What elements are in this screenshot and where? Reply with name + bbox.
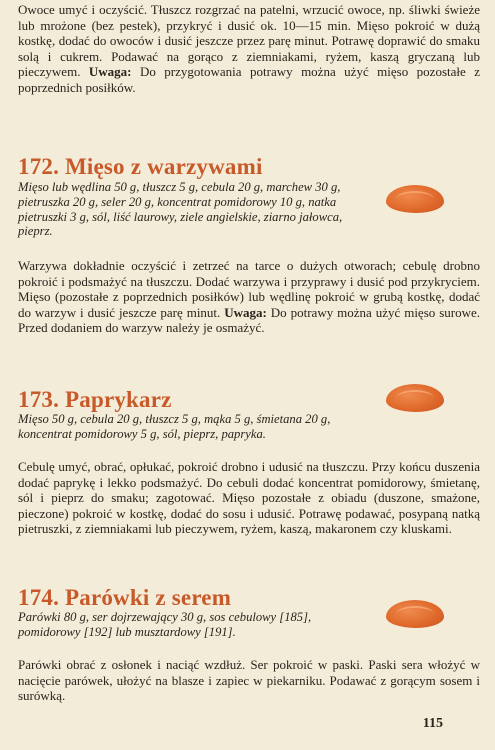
- page-number: 115: [422, 716, 443, 731]
- meat-icon: [386, 600, 444, 628]
- recipe-172-ingredients: Mięso lub wędlina 50 g, tłuszcz 5 g, cebula 20 g, marchew 30 g, pietruszka 20 g, seler 20 g, koncentrat pomidorowy 10 g, natka pietruszki 3 g, sól, liść laurowy, ziele angielskie, ziarno jałowca, pieprz.: [18, 180, 343, 239]
- recipe-173-method: Cebulę umyć, obrać, opłukać, pokroić drobno i udusić na tłuszczu. Przy końcu duszenia dodać paprykę i lekko podsmażyć. Do cebuli dodać koncentrat pomidorowy, śmietanę, sól i pieprz do smaku; zagotować. Mięso pozostałe z obiadu (duszone, smażone, pieczone) pokroić w kostkę, dodać do sosu i udusić. Potrawę podawać, posypaną natką pietruszki, z ziemniakami lub pieczywem, ryżem, kaszą, makaronem czy kluskami.: [18, 459, 480, 537]
- meat-icon: [386, 384, 444, 412]
- intro-note-text: Do przygotowania potrawy można użyć mięso pozostałe z poprzednich posiłków.: [18, 64, 480, 95]
- recipe-174-method: Parówki obrać z osłonek i naciąć wzdłuż. Ser pokroić w paski. Paski sera włożyć w nacięcie parówek, ułożyć na blasze i zapiec w piekarniku. Podawać z gorącym sosem i surówką.: [18, 657, 480, 704]
- recipe-172-note-label: Uwaga:: [224, 304, 267, 320]
- intro-text: Owoce umyć i oczyścić. Tłuszcz rozgrzać na patelni, wrzucić owoce, np. śliwki świeże lub mrożone (bez pestek), przykryć i dusić ok. 10—15 min. Mięso pokroić w dużą kostkę, dodać do owoców i dusić jeszcze przez parę minut. Potrawę doprawić do smaku solą i cukrem. Podawać na gorąco z ziemniakami, ryżem, kaszą gryczaną lub pieczywem.: [18, 2, 480, 80]
- intro-paragraph: [18, 2, 480, 96]
- meat-icon: [386, 185, 444, 213]
- recipe-172-note-text: Do potrawy można użyć mięso surowe. Przed dodaniem do warzyw należy je osmażyć.: [18, 304, 480, 336]
- intro-note-label: Uwaga:: [88, 64, 132, 80]
- recipe-174-ingredients: Parówki 80 g, ser dojrzewający 30 g, sos cebulowy [185], pomidorowy [192] lub musztardowy [191].: [18, 610, 312, 639]
- recipe-173-ingredients: Mięso 50 g, cebula 20 g, tłuszcz 5 g, mąka 5 g, śmietana 20 g, koncentrat pomidorowy 5 g, sól, pieprz, papryka.: [18, 412, 331, 441]
- recipe-172-title: 172. Mięso z warzywami: [18, 154, 263, 179]
- recipe-174-title: 174. Parówki z serem: [18, 585, 232, 610]
- recipe-173-title: 173. Paprykarz: [18, 387, 172, 412]
- recipe-172-method: [18, 258, 480, 336]
- recipe-172-method-text: Warzywa dokładnie oczyścić i zetrzeć na tarce o dużych otworach; cebulę drobno pokroić i podsmażyć na tłuszczu. Dodać warzywa i przyprawy i dusić pod przykryciem. Mięso (pozostałe z poprzednich posiłków) lub wędlinę pokroić w grubą kostkę, dodać do warzyw i dusić jeszcze parę minut.: [18, 258, 480, 320]
